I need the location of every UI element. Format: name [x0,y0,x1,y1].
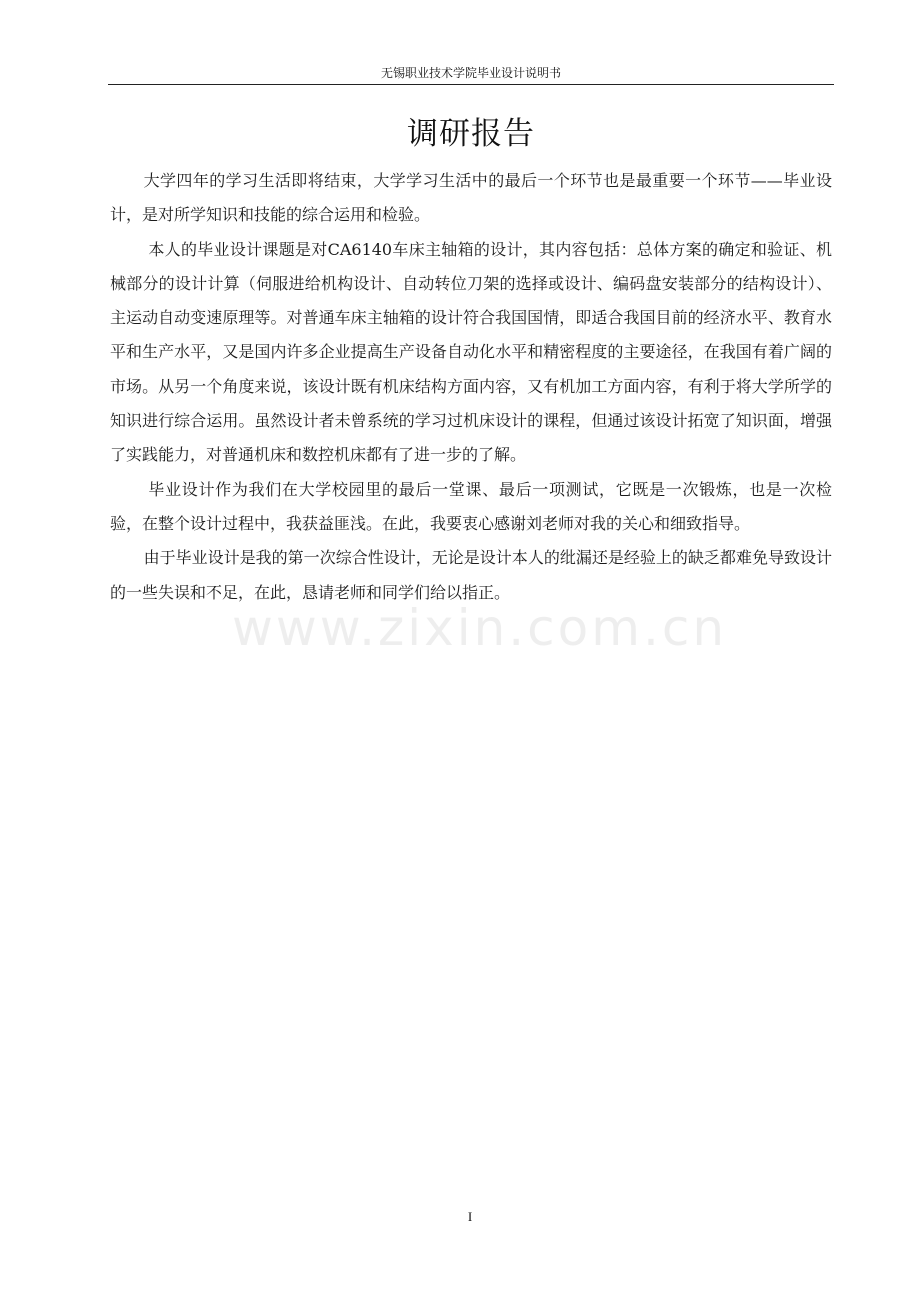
page-title: 调研报告 [407,116,535,152]
running-header: 无锡职业技术学院毕业设计说明书 [380,66,561,80]
paragraph-topic: 本人的毕业设计课题是对CA6140车床主轴箱的设计，其内容包括：总体方案的确定和验证、机械部分的设计计算（伺服进给机构设计、自动转位刀架的选择或设计、编码盘安装部分的结构设计）、主运动自动变速原理等。对普通车床主轴箱的设计符合我国国情，即适合我国目前的经济水平、教育水平和生产水平，又是国内许多企业提高生产设备自动化水平和精密程度的主要途径，在我国有着广阔的市场。从另一个角度来说，该设计既有机床结构方面内容，又有机加工方面内容，有利于将大学所学的知识进行综合运用。虽然设计者未曾系统的学习过机床设计的课程，但通过该设计拓宽了知识面，增强了实践能力，对普通机床和数控机床都有了进一步的了解。 [110,239,832,465]
paragraph-closing: 由于毕业设计是我的第一次综合性设计，无论是设计本人的纰漏还是经验上的缺乏都难免导致设计的一些失误和不足，在此，恳请老师和同学们给以指正。 [110,548,832,602]
paragraph-intro: 大学四年的学习生活即将结束，大学学习生活中的最后一个环节也是最重要一个环节——毕业设计，是对所学知识和技能的综合运用和检验。 [110,171,832,225]
report-body [110,164,832,610]
header-divider [108,84,834,85]
page-number: I [467,1209,473,1224]
watermark: www.zixin.com.cn [232,599,728,657]
paragraph-acknowledgement: 毕业设计作为我们在大学校园里的最后一堂课、最后一项测试，它既是一次锻炼，也是一次检验，在整个设计过程中，我获益匪浅。在此，我要衷心感谢刘老师对我的关心和细致指导。 [110,479,832,533]
